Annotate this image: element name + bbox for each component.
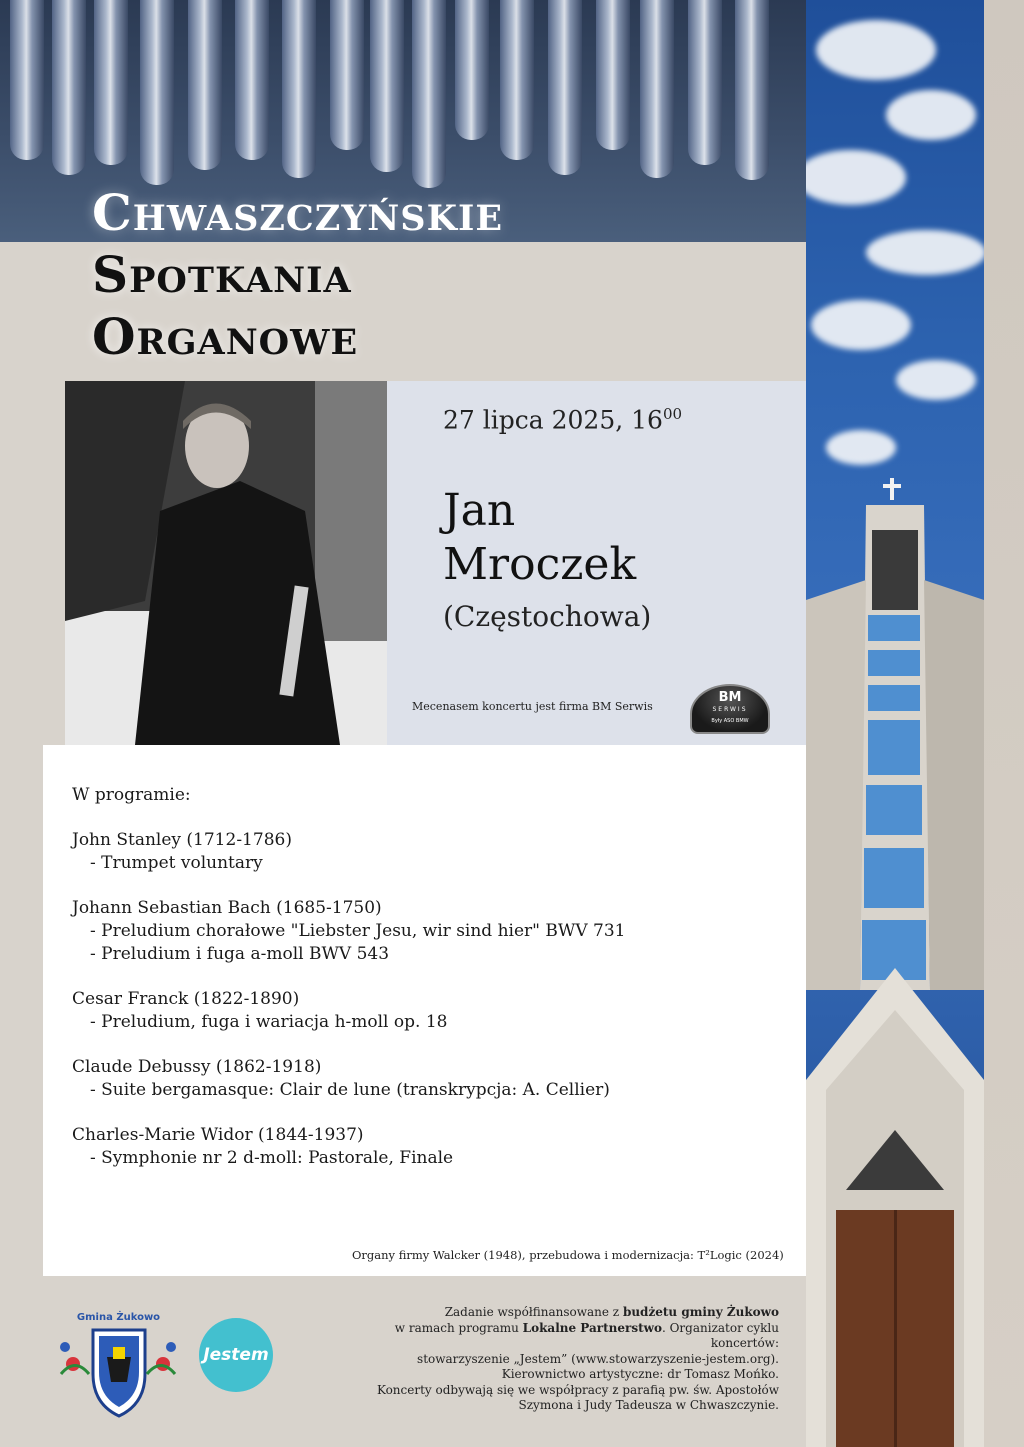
footer-line-3: stowarzyszenie „Jestem” (www.stowarzyszenie-jestem.org). bbox=[417, 1351, 779, 1366]
jestem-logo bbox=[199, 1318, 273, 1392]
title-line-2: Spotkania bbox=[92, 245, 352, 304]
footer-line-1 bbox=[330, 1305, 779, 1321]
performer-first-name: Jan bbox=[443, 485, 516, 536]
program-list bbox=[72, 784, 625, 1192]
program-work bbox=[72, 1124, 625, 1170]
bm-serwis-logo bbox=[690, 684, 770, 734]
church-tower-image bbox=[806, 0, 984, 1447]
program-work bbox=[72, 988, 625, 1034]
page-margin-right bbox=[984, 0, 1024, 1447]
piece: - Preludium i fuga a-moll BWV 543 bbox=[90, 944, 390, 964]
program-work bbox=[72, 897, 625, 966]
title-line-1: Chwaszczyńskie bbox=[92, 183, 504, 242]
tower-drawing bbox=[806, 0, 984, 1447]
concert-time-minutes: 00 bbox=[662, 405, 683, 423]
footer-bold: budżetu gminy Żukowo bbox=[622, 1305, 779, 1319]
piece: - Suite bergamasque: Clair de lune (transkrypcja: A. Cellier) bbox=[90, 1080, 610, 1100]
organ-note: Organy firmy Walcker (1948), przebudowa i modernizacja: T²Logic (2024) bbox=[352, 1248, 784, 1262]
sponsor-text: Mecenasem koncertu jest firma BM Serwis bbox=[412, 700, 653, 713]
concert-date bbox=[443, 405, 682, 434]
composer: Cesar Franck (1822-1890) bbox=[72, 989, 300, 1009]
footer-line-6: Szymona i Judy Tadeusza w Chwaszczynie. bbox=[518, 1398, 779, 1412]
footer-text: . Organizator cyklu koncertów: bbox=[661, 1320, 779, 1350]
gmina-zukowo-logo bbox=[55, 1312, 182, 1422]
bm-logo-main: BM bbox=[718, 690, 742, 705]
performer-name bbox=[443, 484, 636, 592]
program-work bbox=[72, 1056, 625, 1102]
jestem-label: Jestem bbox=[203, 1345, 269, 1365]
composer: Johann Sebastian Bach (1685-1750) bbox=[72, 898, 382, 918]
performer-last-name: Mroczek bbox=[443, 539, 637, 590]
piece: - Preludium chorałowe "Liebster Jesu, wir sind hier" BWV 731 bbox=[90, 921, 626, 941]
program-work bbox=[72, 829, 625, 875]
performer-city: (Częstochowa) bbox=[443, 600, 652, 633]
composer: Charles-Marie Widor (1844-1937) bbox=[72, 1125, 364, 1145]
bm-logo-tag: Były ASO BMW bbox=[711, 718, 749, 724]
composer: Claude Debussy (1862-1918) bbox=[72, 1057, 322, 1077]
gmina-label: Gmina Żukowo bbox=[76, 1312, 161, 1323]
bm-logo-sub: SERWIS bbox=[712, 706, 748, 713]
footer-line-2 bbox=[330, 1321, 779, 1352]
footer-text: Zadanie współfinansowane z bbox=[444, 1305, 623, 1319]
program-heading: W programie: bbox=[72, 785, 191, 805]
performer-photo bbox=[65, 381, 387, 745]
composer: John Stanley (1712-1786) bbox=[72, 830, 292, 850]
title-line-3: Organowe bbox=[92, 307, 359, 366]
footer-bold: Lokalne Partnerstwo bbox=[522, 1320, 662, 1335]
footer-text: w ramach programu bbox=[394, 1320, 523, 1335]
piece: - Preludium, fuga i wariacja h-moll op. 18 bbox=[90, 1012, 448, 1032]
piece: - Symphonie nr 2 d-moll: Pastorale, Finale bbox=[90, 1148, 454, 1168]
piece: - Trumpet voluntary bbox=[90, 853, 263, 873]
event-title bbox=[92, 182, 503, 368]
concert-date-text: 27 lipca 2025, 16 bbox=[443, 405, 663, 435]
footer-credits bbox=[330, 1305, 779, 1414]
footer-line-4: Kierownictwo artystyczne: dr Tomasz Mońko. bbox=[501, 1367, 779, 1381]
footer-line-5: Koncerty odbywają się we współpracy z parafią pw. św. Apostołów bbox=[376, 1382, 779, 1397]
